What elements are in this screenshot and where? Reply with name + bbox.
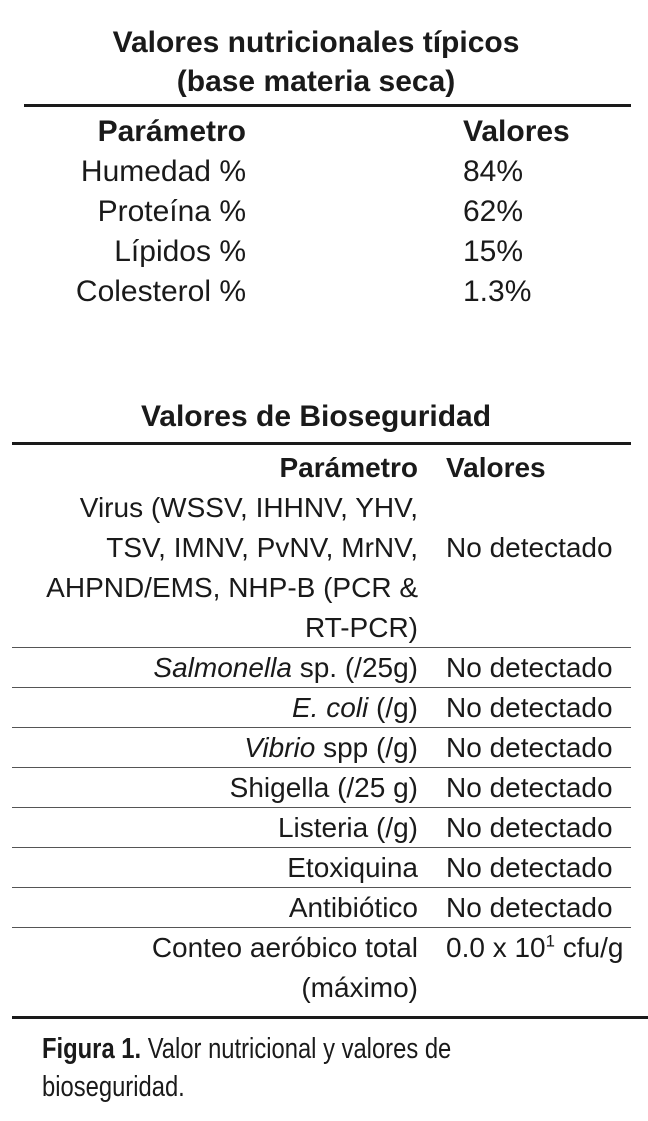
virus-param-line3: AHPND/EMS, NHP-B (PCR & (46, 572, 418, 603)
conteo-param-line1: Conteo aeróbico total (151, 932, 418, 963)
nutrition-value-proteina: 62% (463, 195, 524, 228)
vibrio-value: No detectado (446, 732, 613, 763)
nutrition-top-rule (24, 104, 631, 107)
nutrition-param-proteina: Proteína % (97, 195, 246, 228)
biosecurity-header-param: Parámetro (279, 452, 418, 483)
conteo-value (446, 928, 623, 968)
ecoli-italic: E. coli (291, 692, 369, 723)
salmonella-rest: sp. (/25g) (291, 652, 418, 683)
nutrition-param-colesterol: Colesterol % (75, 275, 246, 308)
salmonella-value: No detectado (446, 652, 613, 683)
listeria-value: No detectado (446, 812, 613, 843)
salmonella-param (153, 648, 418, 688)
conteo-value-base: 0.0 x 10 (446, 932, 546, 963)
virus-param-line1: Virus (WSSV, IHHNV, YHV, (79, 492, 418, 523)
virus-param-line4: RT-PCR) (304, 612, 418, 643)
antibiotico-param: Antibiótico (288, 892, 418, 923)
biosecurity-bottom-rule (12, 1016, 648, 1019)
nutrition-title-line1: Valores nutricionales típicos (112, 26, 520, 59)
nutrition-value-colesterol: 1.3% (463, 275, 532, 308)
virus-param-line2: TSV, IMNV, PvNV, MrNV, (106, 532, 418, 563)
caption-text: Valor nutricional y valores de bioseguridad. (42, 1033, 452, 1103)
ecoli-param (292, 688, 418, 728)
virus-value: No detectado (446, 532, 613, 563)
nutrition-param-humedad: Humedad % (80, 155, 246, 188)
nutrition-value-humedad: 84% (463, 155, 524, 188)
vibrio-rest: spp (/g) (315, 732, 418, 763)
conteo-param-line2: (máximo) (301, 972, 418, 1003)
conteo-value-exp: 1 (545, 931, 555, 951)
conteo-value-unit: cfu/g (554, 932, 624, 963)
salmonella-italic: Salmonella (153, 652, 292, 683)
etoxiquina-value: No detectado (446, 852, 613, 883)
vibrio-param (244, 728, 418, 768)
shigella-param: Shigella (/25 g) (229, 772, 418, 803)
ecoli-rest: (/g) (368, 692, 418, 723)
etoxiquina-param: Etoxiquina (287, 852, 418, 883)
vibrio-italic: Vibrio (244, 732, 316, 763)
listeria-param: Listeria (/g) (277, 812, 418, 843)
nutrition-header-param: Parámetro (97, 115, 246, 148)
nutrition-param-lipidos: Lípidos % (114, 235, 246, 268)
biosecurity-title: Valores de Bioseguridad (140, 400, 492, 433)
nutrition-title-line2: (base materia seca) (176, 65, 456, 98)
nutrition-header-value: Valores (463, 115, 570, 148)
nutrition-value-lipidos: 15% (463, 235, 524, 268)
shigella-value: No detectado (446, 772, 613, 803)
biosecurity-top-rule (12, 442, 631, 445)
antibiotico-value: No detectado (446, 892, 613, 923)
biosecurity-header-value: Valores (446, 452, 546, 483)
ecoli-value: No detectado (446, 692, 613, 723)
figure-caption (42, 1030, 468, 1106)
caption-label: Figura 1. (42, 1033, 142, 1065)
